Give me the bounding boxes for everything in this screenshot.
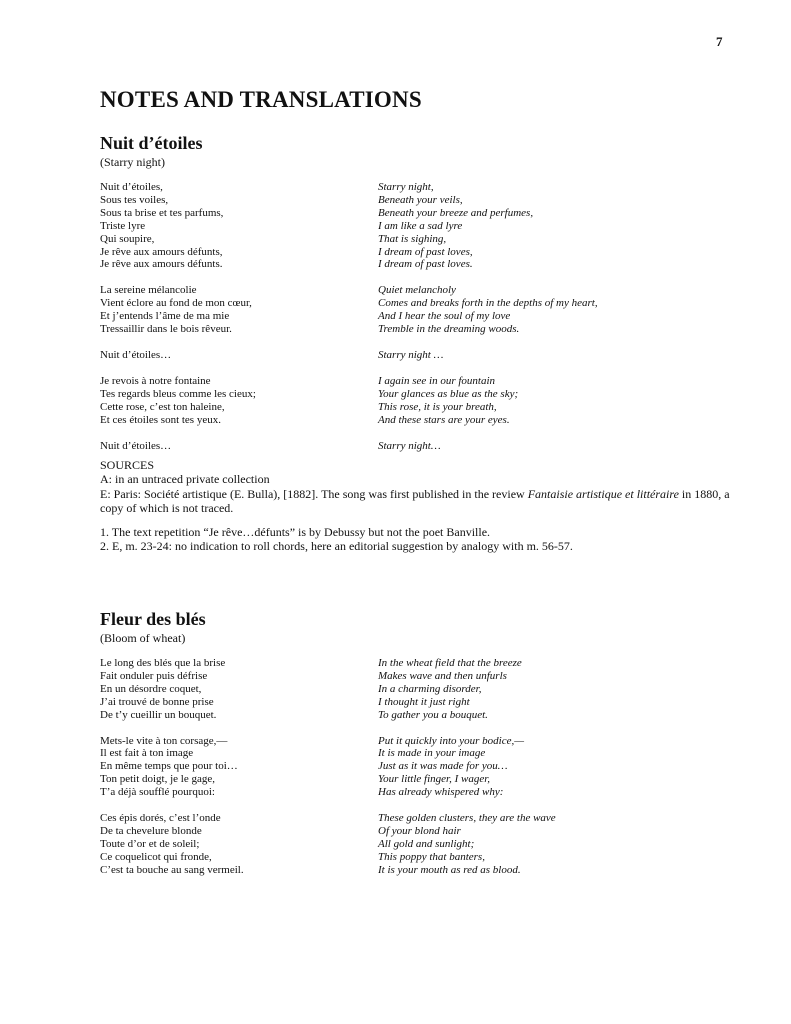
french-line: Tressaillir dans le bois rêveur. — [100, 323, 232, 336]
english-line: To gather you a bouquet. — [378, 708, 488, 721]
english-line: Starry night… — [378, 439, 441, 452]
english-translation — [378, 284, 598, 336]
french-line: Qui soupire, — [100, 232, 155, 245]
french-line: Je revois à notre fontaine — [100, 374, 211, 387]
stanza — [100, 657, 740, 722]
french-line: Mets-le vite à ton corsage,— — [100, 734, 228, 747]
english-line: Starry night … — [378, 348, 444, 361]
english-line: Of your blond hair — [378, 824, 461, 837]
french-text — [100, 181, 378, 271]
french-line: Triste lyre — [100, 219, 146, 232]
french-line: Ces épis dorés, c’est l’onde — [100, 812, 221, 825]
english-line: I dream of past loves, — [378, 245, 473, 258]
french-line: Nuit d’étoiles… — [100, 348, 172, 361]
english-line: I am like a sad lyre — [378, 219, 463, 232]
song-subtitle: (Bloom of wheat) — [100, 631, 186, 645]
source-e-text-end: in 1880, a copy of which is not traced. — [100, 486, 730, 515]
editorial-note: 2. E, m. 23-24: no indication to roll chords, here an editorial suggestion by analogy with m. 56-57. — [100, 539, 573, 554]
editorial-note: 1. The text repetition “Je rêve…défunts” is by Debussy but not the poet Banville. — [100, 525, 491, 540]
english-line: Comes and breaks forth in the depths of my heart, — [378, 297, 598, 310]
french-text — [100, 349, 378, 362]
english-line: And I hear the soul of my love — [378, 310, 511, 323]
french-line: Et ces étoiles sont tes yeux. — [100, 413, 221, 426]
french-text — [100, 375, 378, 427]
french-line: Fait onduler puis défrise — [100, 669, 208, 682]
french-line: De ta chevelure blonde — [100, 824, 202, 837]
french-line: Vient éclore au fond de mon cœur, — [100, 297, 252, 310]
english-line: I thought it just right — [378, 695, 470, 708]
page-title: NOTES AND TRANSLATIONS — [100, 87, 422, 112]
editorial-notes — [100, 525, 740, 554]
english-line: Your glances as blue as the sky; — [378, 387, 519, 400]
french-line: Cette rose, c’est ton haleine, — [100, 400, 225, 413]
french-line: Nuit d’étoiles… — [100, 439, 172, 452]
french-line: Le long des blés que la brise — [100, 657, 226, 669]
stanza — [100, 181, 740, 271]
english-line: Quiet melancholy — [378, 284, 456, 297]
english-line: It is your mouth as red as blood. — [378, 863, 521, 876]
stanza — [100, 284, 740, 336]
french-line: En un désordre coquet, — [100, 682, 202, 695]
source-e — [100, 487, 740, 516]
english-line: Your little finger, I wager, — [378, 773, 491, 786]
page-number: 7 — [716, 34, 723, 49]
sources-block — [100, 458, 740, 554]
english-line: Tremble in the dreaming woods. — [378, 323, 520, 336]
french-text — [100, 284, 378, 336]
song-subtitle: (Starry night) — [100, 155, 165, 169]
english-line: Put it quickly into your bodice,— — [378, 734, 525, 747]
english-line: Starry night, — [378, 181, 434, 193]
sources-heading: SOURCES — [100, 458, 155, 472]
french-line: La sereine mélancolie — [100, 284, 197, 297]
source-a: A: in an untraced private collection — [100, 472, 270, 487]
french-line: Tes regards bleus comme les cieux; — [100, 387, 256, 400]
english-line: That is sighing, — [378, 232, 447, 245]
french-line: Ce coquelicot qui fronde, — [100, 850, 212, 863]
english-translation — [378, 735, 524, 800]
stanza — [100, 735, 740, 800]
stanza — [100, 440, 740, 453]
french-line: Ton petit doigt, je le gage, — [100, 773, 216, 786]
english-translation — [378, 181, 533, 271]
french-line: Toute d’or et de soleil; — [100, 837, 200, 850]
french-line: Sous ta brise et tes parfums, — [100, 206, 224, 219]
stanza-list — [100, 181, 740, 452]
stanza — [100, 375, 740, 427]
english-line: This rose, it is your breath, — [378, 400, 497, 413]
english-translation — [378, 657, 522, 722]
french-line: En même temps que pour toi… — [100, 760, 238, 773]
song-section — [100, 609, 740, 890]
song-title: Nuit d’étoiles — [100, 133, 203, 153]
french-line: J’ai trouvé de bonne prise — [100, 695, 214, 708]
french-line: C’est ta bouche au sang vermeil. — [100, 863, 244, 876]
english-translation — [378, 812, 556, 877]
english-line: In the wheat field that the breeze — [378, 657, 522, 669]
english-line: This poppy that banters, — [378, 850, 485, 863]
english-line: I again see in our fountain — [378, 374, 496, 387]
english-line: Has already whispered why: — [378, 786, 504, 799]
english-line: Beneath your veils, — [378, 193, 463, 206]
french-text — [100, 812, 378, 877]
french-text — [100, 657, 378, 722]
english-line: In a charming disorder, — [378, 682, 482, 695]
english-line: These golden clusters, they are the wave — [378, 812, 556, 825]
stanza — [100, 349, 740, 362]
english-line: It is made in your image — [378, 747, 486, 760]
english-line: Makes wave and then unfurls — [378, 669, 507, 682]
french-line: Nuit d’étoiles, — [100, 181, 163, 193]
french-line: Il est fait à ton image — [100, 747, 194, 760]
song-title: Fleur des blés — [100, 609, 206, 629]
french-text — [100, 735, 378, 800]
english-line: And these stars are your eyes. — [378, 413, 510, 426]
song-section — [100, 133, 740, 465]
french-text — [100, 440, 378, 453]
french-line: De t’y cueillir un bouquet. — [100, 708, 217, 721]
english-line: I dream of past loves. — [378, 258, 473, 271]
english-translation — [378, 375, 518, 427]
source-e-text: E: Paris: Société artistique (E. Bulla), [1882]. The song was first published in the review — [100, 486, 528, 501]
english-translation — [378, 349, 443, 362]
french-line: T’a déjà soufflé pourquoi: — [100, 786, 215, 799]
french-line: Sous tes voiles, — [100, 193, 169, 206]
french-line: Je rêve aux amours défunts, — [100, 245, 223, 258]
english-translation — [378, 440, 441, 453]
english-line: Beneath your breeze and perfumes, — [378, 206, 534, 219]
english-line: All gold and sunlight; — [378, 837, 475, 850]
stanza-list — [100, 657, 740, 877]
english-line: Just as it was made for you… — [378, 760, 508, 773]
stanza — [100, 812, 740, 877]
french-line: Je rêve aux amours défunts. — [100, 258, 223, 271]
source-e-review-title: Fantaisie artistique et littéraire — [527, 486, 679, 501]
french-line: Et j’entends l’âme de ma mie — [100, 310, 230, 323]
